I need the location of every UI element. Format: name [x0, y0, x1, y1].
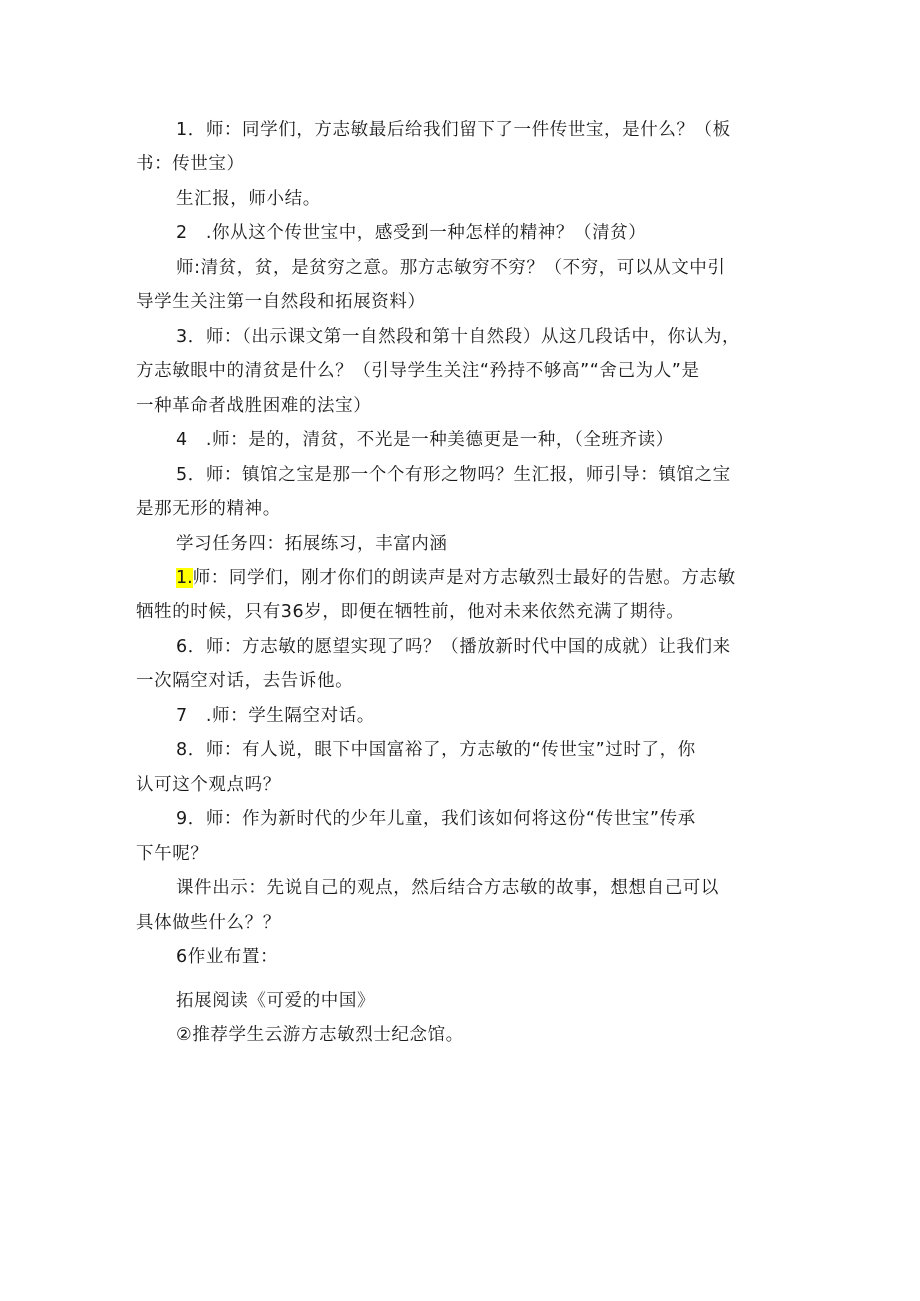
paragraph-7-line-1: 5．师：镇馆之宝是那一个个有形之物吗？生汇报，师引导：镇馆之宝 — [176, 465, 731, 485]
paragraph-1-line-2: 书：传世宝） — [136, 154, 245, 174]
paragraph-4-line-1: 师:清贫，贫，是贫穷之意。那方志敏穷不穷？（不穷，可以从文中引 — [176, 258, 726, 278]
paragraph-10-line-2: 一次隔空对话，去告诉他。 — [136, 671, 354, 691]
paragraph-11: 7 .师：学生隔空对话。 — [176, 706, 375, 726]
paragraph-5-line-3: 一种革命者战胜困难的法宝） — [136, 396, 372, 416]
paragraph-7-line-2: 是那无形的精神。 — [136, 499, 281, 519]
highlighted-number: 1. — [176, 568, 193, 588]
paragraph-9-text: 师：同学们，刚才你们的朗读声是对方志敏烈士最好的告慰。方志敏 — [192, 568, 736, 588]
paragraph-5-line-2: 方志敏眼中的清贫是什么？（引导学生关注“矜持不够高”“舍己为人”是 — [136, 361, 700, 381]
paragraph-13-line-1: 9．师：作为新时代的少年儿童，我们该如何将这份“传世宝”传承 — [176, 809, 696, 829]
paragraph-4-line-2: 导学生关注第一自然段和拓展资料） — [136, 292, 426, 312]
paragraph-9-line-1 — [176, 566, 736, 590]
paragraph-12-line-1: 8．师：有人说，眼下中国富裕了，方志敏的“传世宝”过时了，你 — [176, 740, 696, 760]
paragraph-6: 4 .师：是的，清贫，不光是一种美德更是一种，（全班齐读） — [176, 430, 674, 450]
paragraph-10-line-1: 6．师：方志敏的愿望实现了吗？（播放新时代中国的成就）让我们来 — [176, 637, 731, 657]
paragraph-12-line-2: 认可这个观点吗？ — [136, 775, 281, 795]
paragraph-13-line-2: 下午呢？ — [136, 844, 209, 864]
paragraph-2: 生汇报，师小结。 — [176, 189, 321, 209]
paragraph-1-line-1: 1．师：同学们，方志敏最后给我们留下了一件传世宝，是什么？（板 — [176, 120, 731, 140]
paragraph-5-line-1: 3．师：（出示课文第一自然段和第十自然段）从这几段话中，你认为， — [176, 327, 741, 347]
paragraph-14-line-2: 具体做些什么？？ — [136, 913, 281, 933]
homework-heading: 6作业布置： — [176, 947, 279, 967]
paragraph-3: 2 .你从这个传世宝中，感受到一种怎样的精神？（清贫） — [176, 223, 647, 243]
homework-item-1: 拓展阅读《可爱的中国》 — [176, 991, 376, 1011]
homework-item-2: ②推荐学生云游方志敏烈士纪念馆。 — [176, 1025, 464, 1045]
paragraph-9-line-2: 牺牲的时候，只有36岁，即便在牺牲前，他对未来依然充满了期待。 — [136, 602, 685, 622]
paragraph-14-line-1: 课件出示：先说自己的观点，然后结合方志敏的故事，想想自己可以 — [176, 878, 719, 898]
task-four-heading: 学习任务四：拓展练习，丰富内涵 — [176, 534, 448, 554]
